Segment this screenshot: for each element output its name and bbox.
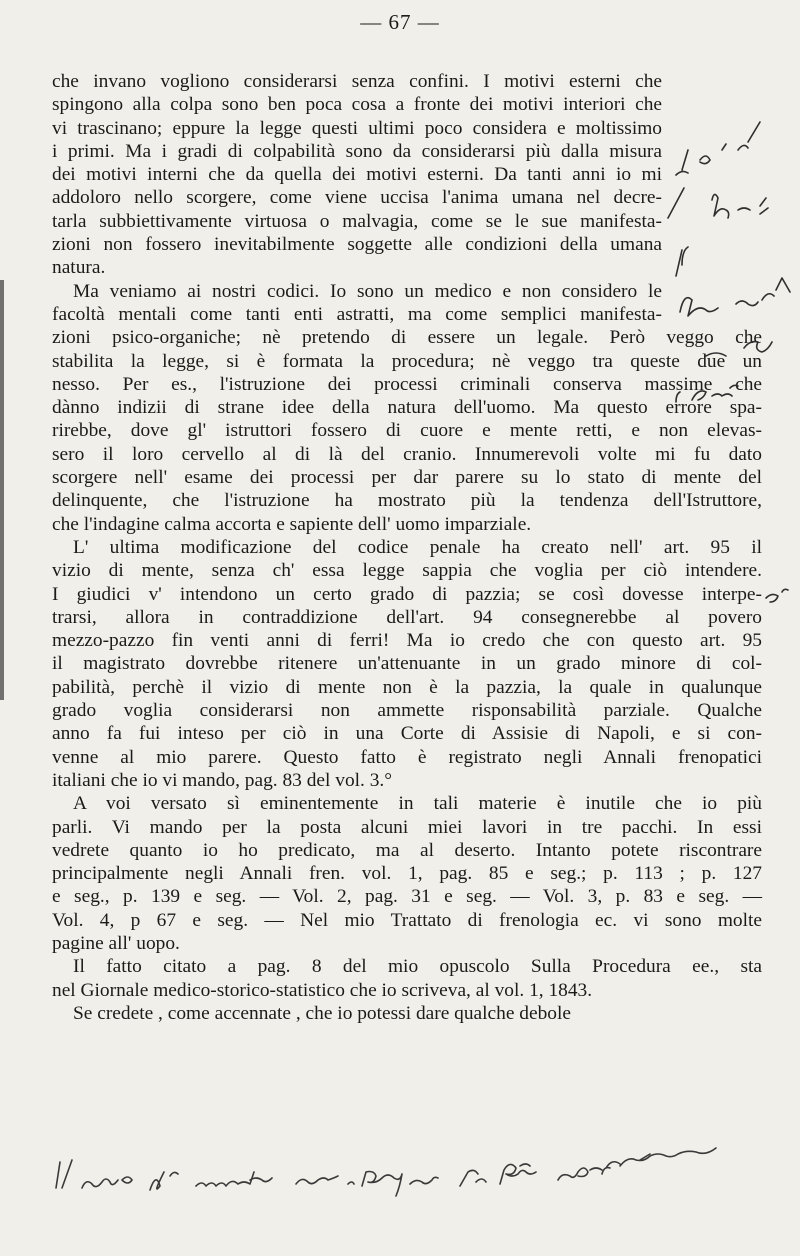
text-line: che l'indagine calma accorta e sapiente dell' uomo imparziale.	[52, 513, 532, 535]
text-line: zioni psico-organiche; nè pretendo di essere un legale. Però veggo che	[52, 327, 762, 349]
text-line: il magistrato dovrebbe ritenere un'attenuante in un grado minore di col-	[52, 653, 762, 675]
text-line: venne al mio parere. Questo fatto è registrato negli Annali frenopatici	[52, 746, 762, 768]
body-text	[52, 70, 762, 1025]
text-line: pagine all' uopo.	[52, 932, 180, 954]
paragraph-3	[52, 536, 762, 792]
text-line: sero il loro cervello al di là del cranio. Innumerevoli volte mi fu dato	[52, 443, 762, 465]
paragraph-5	[52, 955, 762, 1002]
paragraph-4	[52, 792, 762, 955]
paragraph-6	[52, 1002, 662, 1025]
text-line: Il fatto citato a pag. 8 del mio opuscolo Sulla Procedura ee., sta	[73, 956, 762, 978]
page-number: — 67 —	[360, 10, 440, 34]
text-line: dei motivi interni che da quella dei motivi esterni. Da tanti anni io mi	[52, 164, 662, 186]
text-line: anno fa fui inteso per ciò in una Corte di Assisie di Napoli, e si con-	[52, 723, 762, 745]
text-line: rirebbe, dove gl' istruttori fossero di cuore e mente retti, e non elevas-	[52, 420, 762, 442]
text-line: Vol. 4, p 67 e seg. — Nel mio Trattato di frenologia ec. vi sono molte	[52, 909, 762, 931]
paragraph-2	[52, 280, 762, 536]
text-line: L' ultima modificazione del codice penale ha creato nell' art. 95 il	[73, 536, 762, 558]
text-line: facoltà mentali come tanti enti astratti, ma come semplici manifesta-	[52, 303, 662, 325]
text-line: italiani che io vi mando, pag. 83 del vol. 3.°	[52, 769, 393, 791]
text-line: vedrete quanto io ho predicato, ma al deserto. Intanto potete riscontrare	[52, 839, 762, 861]
paragraph-1	[52, 70, 662, 280]
text-line: che invano vogliono considerarsi senza confini. I motivi esterni che	[52, 71, 662, 92]
text-line: Ma veniamo ai nostri codici. Io sono un medico e non considero le	[73, 280, 662, 302]
text-line: delinquente, che l'istruzione ha mostrato più la tendenza dell'Istruttore,	[52, 490, 762, 512]
text-line: natura.	[52, 257, 106, 279]
text-line: zioni non fossero inevitabilmente soggette alle condizioni della umana	[52, 234, 662, 256]
text-line: mezzo-pazzo fin venti anni di ferri! Ma io credo che con questo art. 95	[52, 630, 762, 652]
text-line: Se credete , come accennate , che io potessi dare qualche debole	[73, 1002, 571, 1024]
text-line: pabilità, perchè il vizio di mente non è la pazzia, la quale in qualunque	[52, 676, 762, 698]
text-line: addoloro nello scorgere, come viene uccisa l'anima umana nel decre-	[52, 187, 662, 209]
text-line: principalmente negli Annali fren. vol. 1, pag. 85 e seg.; p. 113 ; p. 127	[52, 863, 762, 885]
text-line: trarsi, allora in contraddizione dell'art. 94 consegnerebbe al povero	[52, 606, 762, 628]
text-line: i primi. Ma i gradi di colpabilità sono da considerarsi più dalla misura	[52, 140, 662, 162]
text-line: tarla subbiettivamente virtuosa o malvagia, come se le sue manifesta-	[52, 210, 662, 232]
text-line: parli. Vi mando per la posta alcuni miei lavori in tre pacchi. In essi	[52, 816, 762, 838]
text-line: nel Giornale medico-storico-statistico che io scriveva, al vol. 1, 1843.	[52, 979, 593, 1001]
text-line: grado voglia considerarsi non ammette risponsabilità parziale. Qualche	[52, 700, 762, 722]
text-line: dànno indizii di strane idee della natura dell'uomo. Ma questo errore spa-	[52, 397, 762, 419]
page-edge-shadow	[0, 280, 4, 700]
text-line: vizio di mente, senza ch' essa legge sappia che voglia per ciò intendere.	[52, 560, 762, 582]
text-line: e seg., p. 139 e seg. — Vol. 2, pag. 31 e seg. — Vol. 3, p. 83 e seg. —	[52, 886, 762, 908]
text-line: A voi versato sì eminentemente in tali materie è inutile che io più	[73, 793, 762, 815]
text-line: scorgere nell' esame dei processi per dar parere su lo stato di mente del	[52, 467, 762, 489]
text-line: spingono alla colpa sono ben poca cosa a fronte dei motivi interiori che	[52, 94, 662, 116]
text-line: I giudici v' intendono un certo grado di pazzia; se così dovesse interpe-	[52, 583, 762, 605]
text-line: nesso. Per es., l'istruzione dei processi criminali conserva massime che	[52, 373, 762, 395]
text-line: vi trascinano; eppure la legge questi ultimi poco considera e moltissimo	[52, 117, 662, 139]
text-line: stabilita la legge, si è formata la procedura; nè veggo tra queste due un	[52, 350, 762, 372]
